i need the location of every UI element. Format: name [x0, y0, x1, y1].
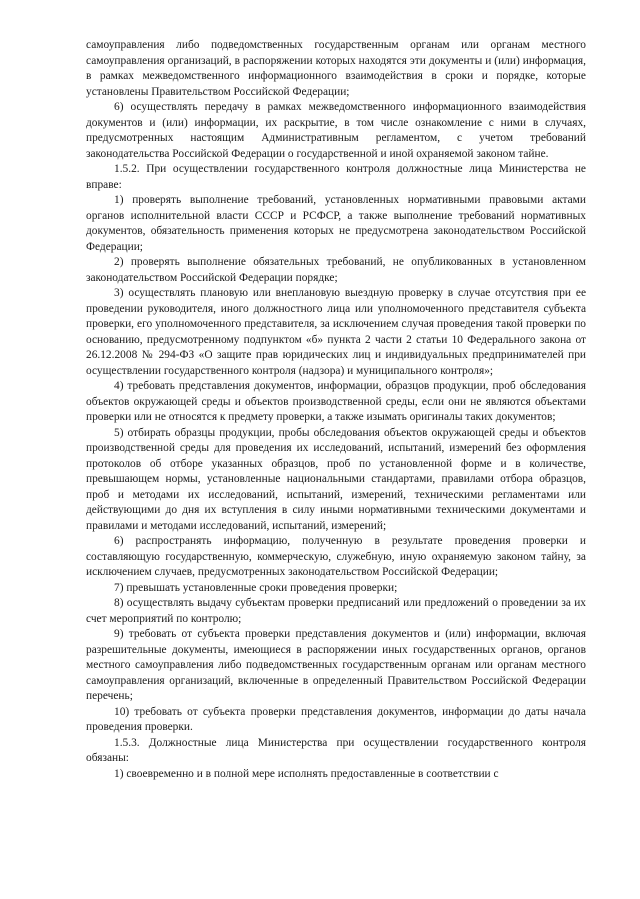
page-body: [86, 38, 586, 782]
paragraph-section-1-5-3: 1.5.3. Должностные лица Министерства при осуществлении государственного контроля обязаны:: [86, 736, 586, 764]
paragraph-item-9: 9) требовать от субъекта проверки представления документов и (или) информации, включая разрешительные документы, имеющиеся в распоряжении иных государственных органов, органов местного самоуправления либо подведомственных государственным органам или органам местного самоуправления организаций, включенные в определенный Правительством Российской Федерации перечень;: [86, 628, 586, 702]
paragraph-continuation: самоуправления либо подведомственных государственным органам или органам местного самоуправления организаций, в распоряжении которых находятся эти документы и (или) информация, в рамках межведомственного информационного взаимодействия в сроки и порядке, которые установлены Правительством Российской Федерации;: [86, 39, 586, 98]
paragraph-item-7: 7) превышать установленные сроки проведения проверки;: [114, 581, 398, 594]
paragraph-item-10: 10) требовать от субъекта проверки представления документов, информации до даты начала проведения проверки.: [86, 705, 586, 733]
paragraph-item-5: 5) отбирать образцы продукции, пробы обследования объектов окружающей среды и объектов производственной среды для проведения их исследований, испытаний, измерений без оформления протоколов об отборе указанных образцов, проб по установленной форме и в количестве, превышающем нормы, установленные национальными стандартами, правилами отбора образцов, проб и методами их исследований, испытаний, измерений, техническими регламентами или действующими до дня их вступления в силу иными нормативными техническими документами и правилами и методами исследований, испытаний, измерений;: [86, 426, 586, 532]
paragraph-section-1-5-2: 1.5.2. При осуществлении государственного контроля должностные лица Министерства не вправе:: [86, 163, 586, 191]
paragraph-item-8: 8) осуществлять выдачу субъектам проверки предписаний или предложений о проведении за их счет мероприятий по контролю;: [86, 597, 586, 625]
paragraph-item-1-duties: 1) своевременно и в полной мере исполнять предоставленные в соответствии с: [114, 767, 499, 780]
paragraph-item-1: 1) проверять выполнение требований, установленных нормативными правовыми актами органов исполнительной власти СССР и РСФСР, а также выполнение требований нормативных документов, обязательность применения которых не предусмотрена законодательством Российской Федерации;: [86, 194, 586, 253]
paragraph-item-2: 2) проверять выполнение обязательных требований, не опубликованных в установленном законодательством Российской Федерации порядке;: [86, 256, 586, 284]
paragraph-item-6: 6) распространять информацию, полученную в результате проведения проверки и составляющую государственную, коммерческую, служебную, иную охраняемую законом тайну, за исключением случаев, предусмотренных законодательством Российской Федерации;: [86, 535, 586, 578]
paragraph-item-3: 3) осуществлять плановую или внеплановую выездную проверку в случае отсутствия при ее проведении руководителя, иного должностного лица или уполномоченного представителя субъекта проверки, его уполномоченного представителя, за исключением случая проведения такой проверки по основанию, предусмотренному подпунктом «б» пункта 2 части 2 статьи 10 Федерального закона от 26.12.2008 № 294-ФЗ «О защите прав юридических лиц и индивидуальных предпринимателей при осуществлении государственного контроля (надзора) и муниципального контроля»;: [86, 287, 586, 377]
paragraph-item-4: 4) требовать представления документов, информации, образцов продукции, проб обследования объектов окружающей среды и объектов производственной среды, если они не являются объектами проверки или не относятся к предмету проверки, а также изымать оригиналы таких документов;: [86, 380, 586, 423]
paragraph-item-6-transfer: 6) осуществлять передачу в рамках межведомственного информационного взаимодействия документов и (или) информации, их раскрытие, в том числе ознакомление с ними в случаях, предусмотренных настоящим Административным регламентом, с учетом требований законодательства Российской Федерации о государственной и иной охраняемой законом тайне.: [86, 101, 586, 160]
